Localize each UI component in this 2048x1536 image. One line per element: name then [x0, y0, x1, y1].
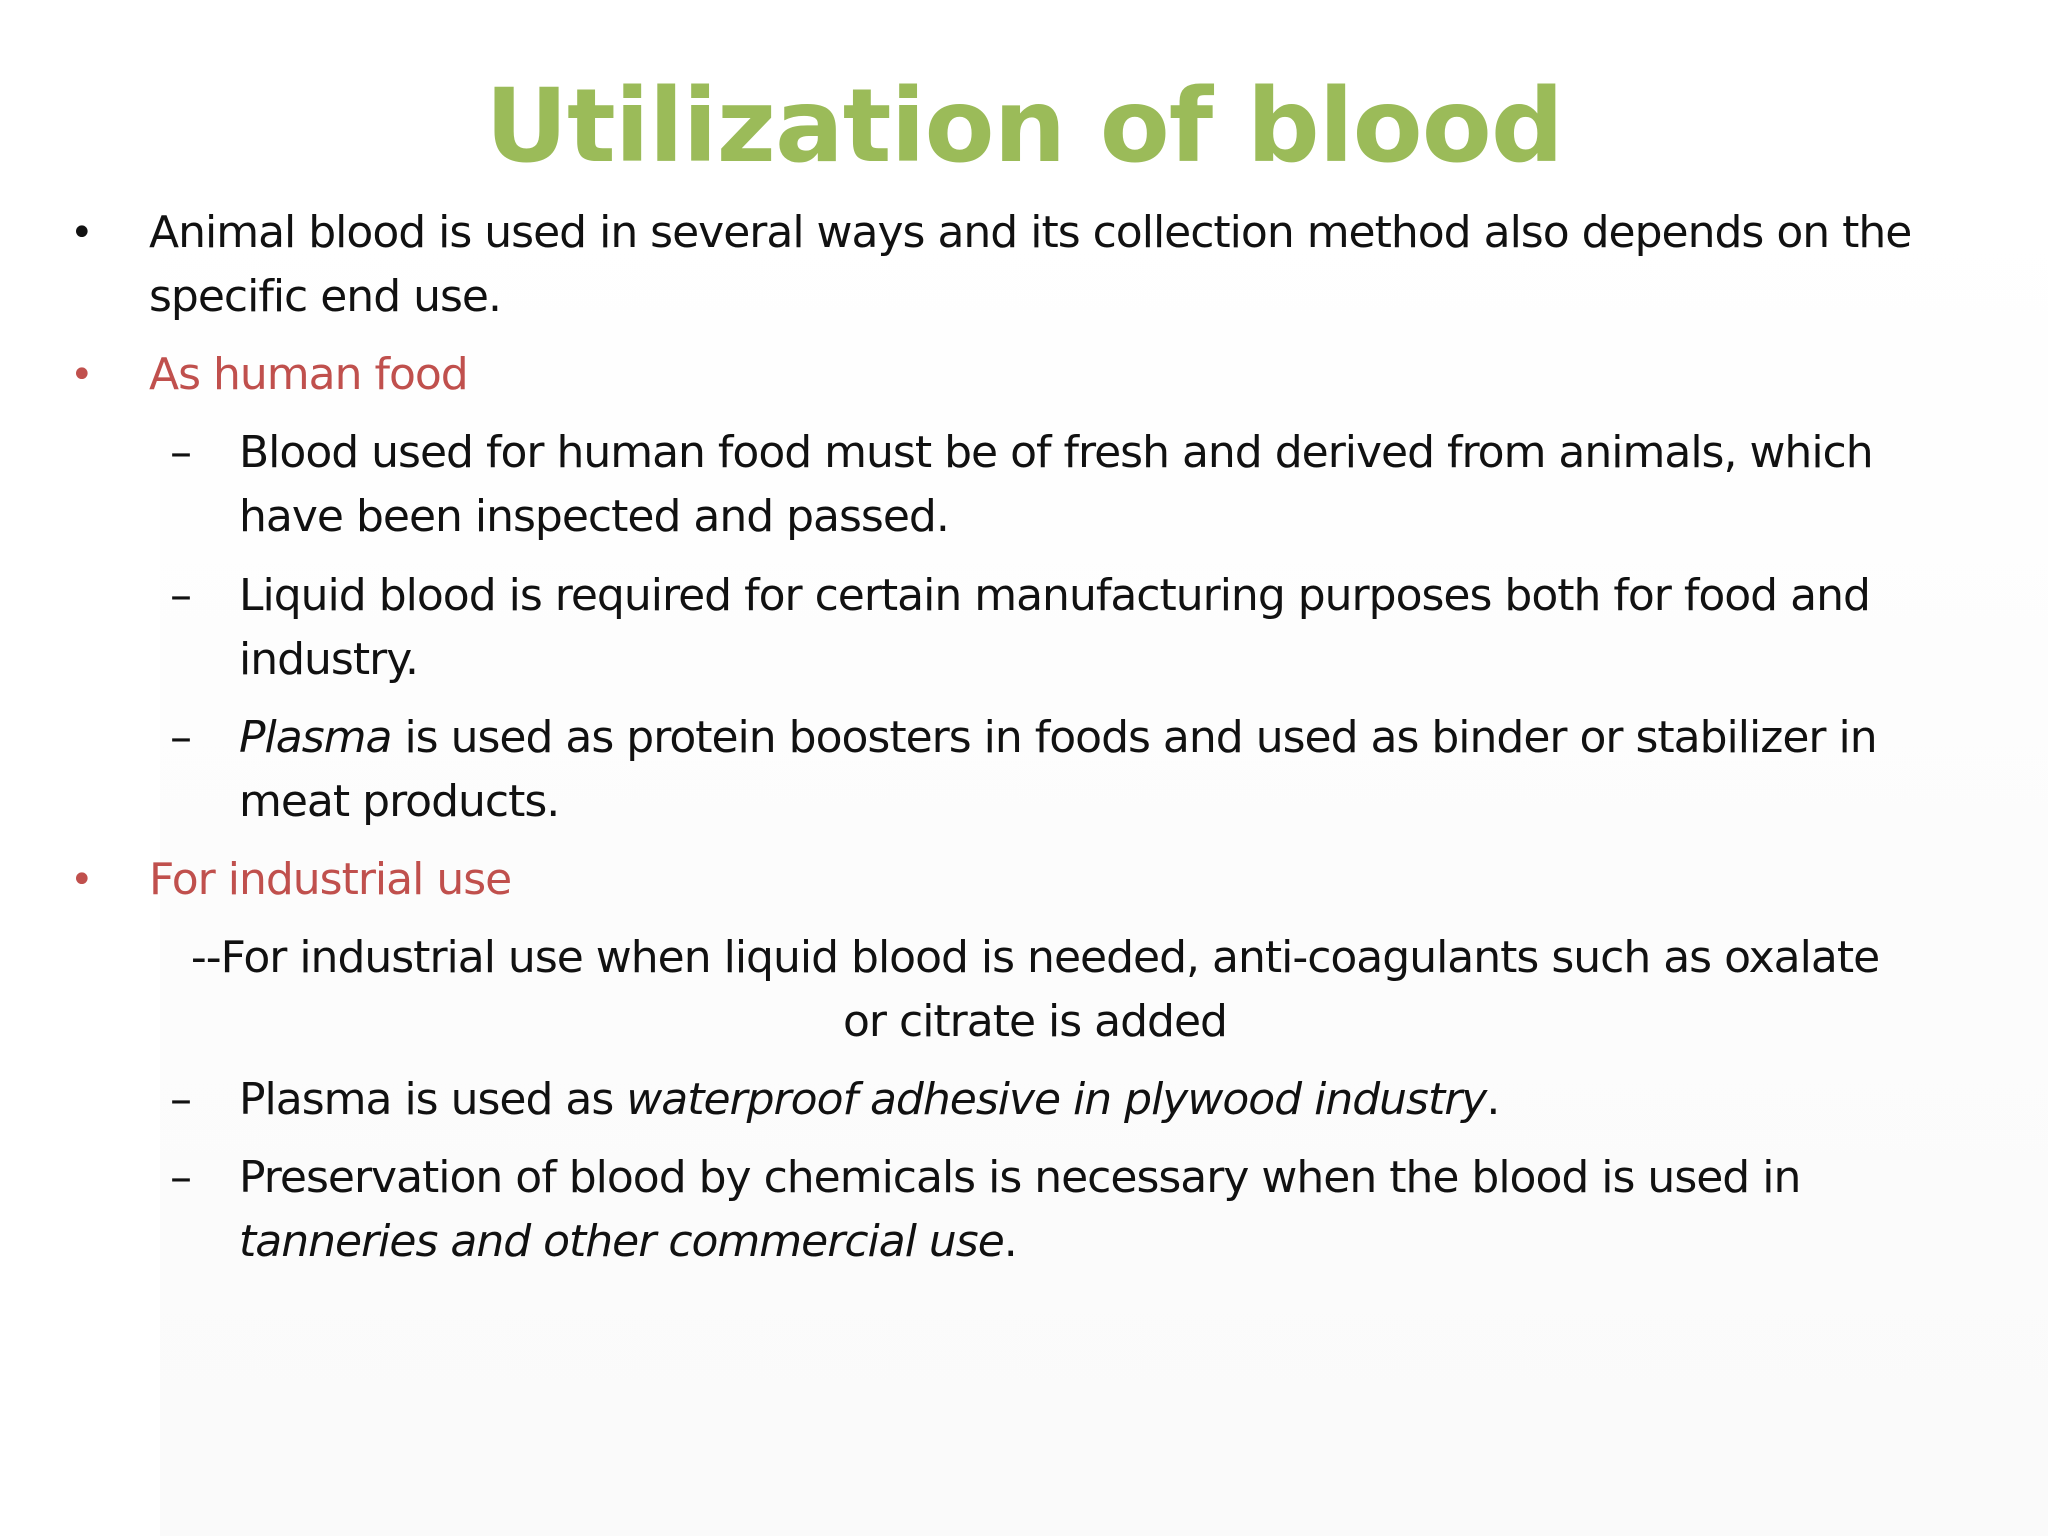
- heading-human-food: As human food: [149, 349, 468, 400]
- bullet-marker: •: [70, 352, 93, 398]
- slide-title: Utilization of blood: [485, 67, 1563, 186]
- dash-marker: –: [170, 427, 191, 478]
- italic-plasma: Plasma: [239, 712, 392, 763]
- sub-bullet-liquid-blood: Liquid blood is required for certain manufacturing purposes both for food and industry.: [239, 570, 1870, 685]
- sub-bullet-fresh-blood: Blood used for human food must be of fresh and derived from animals, which have been inspected and passed.: [239, 427, 1873, 542]
- sub-bullet-preservation: [239, 1146, 1949, 1274]
- dash-marker: –: [170, 712, 191, 763]
- dash-marker: –: [170, 1074, 191, 1125]
- dash-marker: –: [170, 1152, 191, 1203]
- period: .: [1486, 1074, 1500, 1125]
- dash-marker: –: [170, 570, 191, 621]
- bullet-marker: •: [70, 857, 93, 903]
- heading-industrial-use: For industrial use: [149, 854, 512, 905]
- italic-plywood: waterproof adhesive in plywood industry: [626, 1074, 1487, 1125]
- preservation-text: Preservation of blood by chemicals is necessary when the blood is used in: [239, 1152, 1801, 1203]
- sub-bullet-plasma-food: [239, 706, 1949, 834]
- sub-bullet-plasma-adhesive: [239, 1068, 1949, 1132]
- italic-tanneries: tanneries and other commercial use: [239, 1216, 1004, 1267]
- bullet-intro: Animal blood is used in several ways and its collection method also depends on the specific end use.: [149, 207, 1912, 322]
- period: .: [1003, 1216, 1017, 1267]
- industrial-note: --For industrial use when liquid blood is needed, anti-coagulants such as oxalate or citrate is added: [190, 932, 1880, 1047]
- plasma-adhesive-text: Plasma is used as: [239, 1074, 627, 1125]
- bullet-marker: •: [70, 210, 93, 256]
- plasma-food-text: is used as protein boosters in foods and used as binder or stabilizer in meat products.: [239, 712, 1877, 827]
